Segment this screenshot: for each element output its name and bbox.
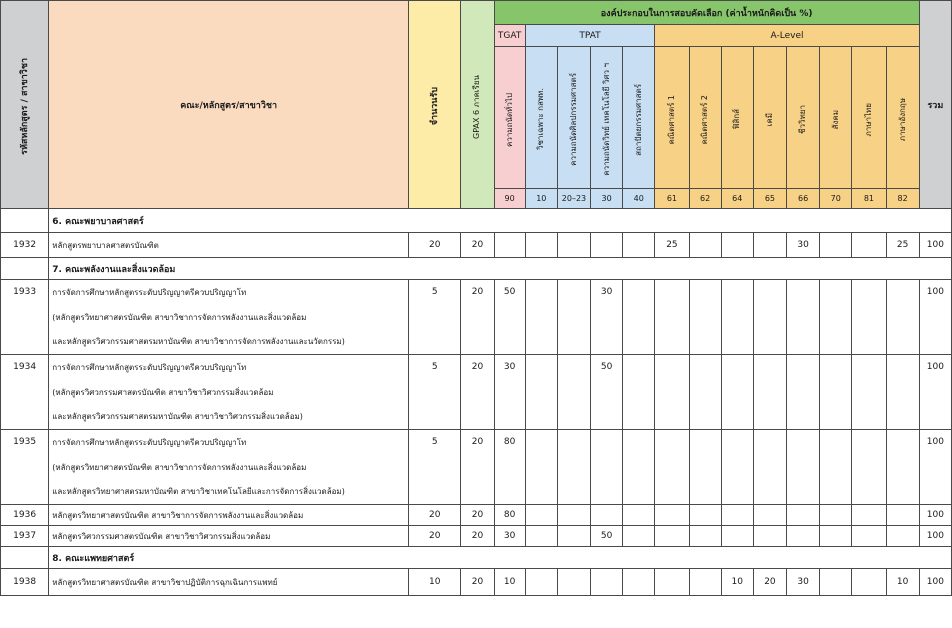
empty-cell bbox=[820, 380, 852, 405]
empty-cell bbox=[919, 305, 951, 330]
empty-cell bbox=[852, 380, 886, 405]
table-row bbox=[1, 526, 952, 547]
empty-cell bbox=[753, 330, 786, 355]
total-value: 100 bbox=[919, 569, 951, 596]
subject-tpat4: สถาปัตยกรรมศาสตร์ bbox=[623, 47, 655, 189]
empty-cell bbox=[689, 430, 721, 455]
empty-cell bbox=[753, 505, 786, 526]
empty-cell bbox=[494, 405, 525, 430]
empty-cell bbox=[689, 305, 721, 330]
empty-cell bbox=[852, 455, 886, 480]
empty-cell bbox=[820, 430, 852, 455]
gpax-value: 20 bbox=[461, 569, 494, 596]
empty-cell bbox=[525, 233, 557, 258]
seats-column-header: จำนวนรับ bbox=[409, 1, 461, 209]
subject-chemistry: เคมี bbox=[753, 47, 786, 189]
empty-cell bbox=[655, 455, 689, 480]
empty-cell bbox=[655, 480, 689, 505]
empty-cell bbox=[525, 526, 557, 547]
empty-cell bbox=[1, 455, 49, 480]
empty-cell bbox=[852, 505, 886, 526]
code-english: 82 bbox=[886, 189, 919, 209]
subject-math1: คณิตศาสตร์ 1 bbox=[655, 47, 689, 189]
empty-cell bbox=[787, 405, 820, 430]
empty-cell bbox=[721, 430, 753, 455]
section-code-cell bbox=[1, 209, 49, 233]
empty-cell bbox=[787, 505, 820, 526]
empty-cell bbox=[787, 330, 820, 355]
empty-cell bbox=[753, 526, 786, 547]
empty-cell bbox=[655, 330, 689, 355]
empty-cell bbox=[721, 405, 753, 430]
empty-cell bbox=[689, 569, 721, 596]
gpax-column-header: GPAX 6 ภาคเรียน bbox=[461, 1, 494, 209]
gpax-value: 20 bbox=[461, 430, 494, 455]
empty-cell bbox=[655, 305, 689, 330]
empty-cell bbox=[591, 505, 623, 526]
empty-cell bbox=[753, 430, 786, 455]
seats-value: 5 bbox=[409, 355, 461, 380]
empty-cell bbox=[820, 480, 852, 505]
subject-thai: ภาษาไทย bbox=[852, 47, 886, 189]
empty-cell bbox=[721, 280, 753, 305]
alevel-group-header: A-Level bbox=[655, 25, 919, 47]
empty-cell bbox=[753, 280, 786, 305]
empty-cell bbox=[721, 480, 753, 505]
program-name-line: และหลักสูตรวิศวกรรมศาสตรมหาบัณฑิต สาขาวิชาการจัดการพลังงานและนวัตกรรม) bbox=[49, 330, 409, 355]
program-column-header: คณะ/หลักสูตร/สาขาวิชา bbox=[49, 1, 409, 209]
empty-cell bbox=[557, 280, 590, 305]
program-name-line: การจัดการศึกษาหลักสูตรระดับปริญญาตรีควบปริญญาโท bbox=[49, 430, 409, 455]
empty-cell bbox=[525, 330, 557, 355]
empty-cell bbox=[557, 569, 590, 596]
section-title: 8. คณะแพทยศาสตร์ bbox=[49, 547, 952, 569]
subject-tpat3: ความถนัดวิทย์ เทคโนโลยี วิศว ฯ bbox=[591, 47, 623, 189]
empty-cell bbox=[623, 430, 655, 455]
empty-cell bbox=[655, 405, 689, 430]
empty-cell bbox=[689, 405, 721, 430]
code-column-header: รหัสหลักสูตร / สาขาวิชา bbox=[1, 1, 49, 209]
empty-cell bbox=[525, 430, 557, 455]
program-code: 1936 bbox=[1, 505, 49, 526]
empty-cell bbox=[919, 480, 951, 505]
empty-cell bbox=[886, 455, 919, 480]
empty-cell bbox=[753, 355, 786, 380]
program-code: 1937 bbox=[1, 526, 49, 547]
empty-cell bbox=[787, 305, 820, 330]
empty-cell bbox=[1, 380, 49, 405]
empty-cell bbox=[623, 569, 655, 596]
program-name: หลักสูตรวิทยาศาสตรบัณฑิต สาขาวิชาการจัดการพลังงานและสิ่งแวดล้อม bbox=[49, 505, 409, 526]
subject-social: สังคม bbox=[820, 47, 852, 189]
empty-cell bbox=[787, 280, 820, 305]
table-row bbox=[1, 569, 952, 596]
empty-cell bbox=[623, 526, 655, 547]
empty-cell bbox=[525, 305, 557, 330]
program-name: หลักสูตรวิทยาศาสตรบัณฑิต สาขาวิชาปฏิบัติการฉุกเฉินการแพทย์ bbox=[49, 569, 409, 596]
code-tpat4: 40 bbox=[623, 189, 655, 209]
empty-cell bbox=[787, 455, 820, 480]
tgat-value bbox=[494, 233, 525, 258]
subject-biology: ชีววิทยา bbox=[787, 47, 820, 189]
empty-cell bbox=[557, 380, 590, 405]
empty-cell bbox=[525, 280, 557, 305]
subject-tpat2: ความถนัดศิลปกรรมศาสตร์ bbox=[557, 47, 590, 189]
empty-cell bbox=[591, 569, 623, 596]
empty-cell bbox=[623, 233, 655, 258]
empty-cell bbox=[787, 526, 820, 547]
total-value: 100 bbox=[919, 526, 951, 547]
empty-cell bbox=[689, 330, 721, 355]
seats-value: 5 bbox=[409, 430, 461, 455]
empty-cell bbox=[525, 355, 557, 380]
empty-cell bbox=[820, 569, 852, 596]
empty-cell bbox=[689, 380, 721, 405]
empty-cell bbox=[623, 480, 655, 505]
empty-cell bbox=[525, 455, 557, 480]
tgat-value: 50 bbox=[494, 280, 525, 305]
empty-cell bbox=[820, 330, 852, 355]
empty-cell bbox=[1, 480, 49, 505]
empty-cell bbox=[787, 355, 820, 380]
empty-cell bbox=[886, 280, 919, 305]
empty-cell bbox=[787, 480, 820, 505]
empty-cell bbox=[461, 405, 494, 430]
biology-value: 30 bbox=[787, 569, 820, 596]
seats-value: 10 bbox=[409, 569, 461, 596]
empty-cell bbox=[886, 480, 919, 505]
empty-cell bbox=[852, 569, 886, 596]
empty-cell bbox=[852, 233, 886, 258]
empty-cell bbox=[721, 305, 753, 330]
program-name-line: (หลักสูตรวิทยาศาสตรบัณฑิต สาขาวิชาการจัดการพลังงานและสิ่งแวดล้อม bbox=[49, 305, 409, 330]
empty-cell bbox=[623, 330, 655, 355]
section-code-cell bbox=[1, 258, 49, 280]
empty-cell bbox=[820, 526, 852, 547]
empty-cell bbox=[494, 455, 525, 480]
empty-cell bbox=[623, 455, 655, 480]
empty-cell bbox=[886, 305, 919, 330]
empty-cell bbox=[886, 330, 919, 355]
empty-cell bbox=[557, 355, 590, 380]
code-physics: 64 bbox=[721, 189, 753, 209]
gpax-value: 20 bbox=[461, 526, 494, 547]
empty-cell bbox=[623, 355, 655, 380]
total-column-header: รวม bbox=[919, 1, 951, 209]
empty-cell bbox=[525, 505, 557, 526]
code-tpat3: 30 bbox=[591, 189, 623, 209]
empty-cell bbox=[689, 233, 721, 258]
chemistry-value bbox=[753, 233, 786, 258]
empty-cell bbox=[655, 380, 689, 405]
code-tpat1: 10 bbox=[525, 189, 557, 209]
empty-cell bbox=[655, 526, 689, 547]
empty-cell bbox=[689, 480, 721, 505]
table-row bbox=[1, 355, 952, 380]
empty-cell bbox=[852, 526, 886, 547]
code-math2: 62 bbox=[689, 189, 721, 209]
empty-cell bbox=[557, 505, 590, 526]
empty-cell bbox=[919, 330, 951, 355]
program-code: 1933 bbox=[1, 280, 49, 305]
empty-cell bbox=[591, 430, 623, 455]
empty-cell bbox=[919, 455, 951, 480]
empty-cell bbox=[721, 505, 753, 526]
subject-tgat: ความถนัดทั่วไป bbox=[494, 47, 525, 189]
tgat-group-header: TGAT bbox=[494, 25, 525, 47]
empty-cell bbox=[886, 380, 919, 405]
tpat-group-header: TPAT bbox=[525, 25, 655, 47]
code-thai: 81 bbox=[852, 189, 886, 209]
table-row bbox=[1, 280, 952, 305]
code-chemistry: 65 bbox=[753, 189, 786, 209]
chemistry-value: 20 bbox=[753, 569, 786, 596]
total-value: 100 bbox=[919, 233, 951, 258]
empty-cell bbox=[852, 355, 886, 380]
empty-cell bbox=[1, 305, 49, 330]
empty-cell bbox=[557, 233, 590, 258]
empty-cell bbox=[820, 280, 852, 305]
empty-cell bbox=[494, 480, 525, 505]
subject-english: ภาษาอังกฤษ bbox=[886, 47, 919, 189]
empty-cell bbox=[753, 480, 786, 505]
empty-cell bbox=[525, 380, 557, 405]
empty-cell bbox=[461, 455, 494, 480]
subject-math2: คณิตศาสตร์ 2 bbox=[689, 47, 721, 189]
program-code: 1932 bbox=[1, 233, 49, 258]
code-biology: 66 bbox=[787, 189, 820, 209]
empty-cell bbox=[591, 405, 623, 430]
tpat3-value: 50 bbox=[591, 526, 623, 547]
empty-cell bbox=[461, 330, 494, 355]
empty-cell bbox=[1, 405, 49, 430]
empty-cell bbox=[721, 455, 753, 480]
tpat3-value: 30 bbox=[591, 280, 623, 305]
gpax-value: 20 bbox=[461, 233, 494, 258]
empty-cell bbox=[820, 355, 852, 380]
program-name-line: (หลักสูตรวิศวกรรมศาสตรบัณฑิต สาขาวิชาวิศวกรรมสิ่งแวดล้อม bbox=[49, 380, 409, 405]
empty-cell bbox=[820, 505, 852, 526]
empty-cell bbox=[787, 430, 820, 455]
empty-cell bbox=[409, 405, 461, 430]
program-name-line: (หลักสูตรวิทยาศาสตรบัณฑิต สาขาวิชาการจัดการพลังงานและสิ่งแวดล้อม bbox=[49, 455, 409, 480]
empty-cell bbox=[852, 430, 886, 455]
empty-cell bbox=[753, 455, 786, 480]
components-title: องค์ประกอบในการสอบคัดเลือก (ค่าน้ำหนักคิดเป็น %) bbox=[494, 1, 919, 25]
tgat-value: 80 bbox=[494, 505, 525, 526]
empty-cell bbox=[886, 405, 919, 430]
gpax-value: 20 bbox=[461, 355, 494, 380]
empty-cell bbox=[461, 305, 494, 330]
empty-cell bbox=[461, 480, 494, 505]
empty-cell bbox=[886, 355, 919, 380]
empty-cell bbox=[494, 305, 525, 330]
program-name-line: และหลักสูตรวิศวกรรมศาสตรมหาบัณฑิต สาขาวิชาวิศวกรรมสิ่งแวดล้อม) bbox=[49, 405, 409, 430]
empty-cell bbox=[557, 405, 590, 430]
total-value: 100 bbox=[919, 355, 951, 380]
empty-cell bbox=[557, 430, 590, 455]
empty-cell bbox=[655, 355, 689, 380]
subject-tpat1: วิชาเฉพาะ กสพท. bbox=[525, 47, 557, 189]
tgat-value: 80 bbox=[494, 430, 525, 455]
empty-cell bbox=[591, 380, 623, 405]
empty-cell bbox=[1, 330, 49, 355]
empty-cell bbox=[409, 480, 461, 505]
tpat3-value bbox=[591, 233, 623, 258]
tpat3-value: 50 bbox=[591, 355, 623, 380]
empty-cell bbox=[721, 330, 753, 355]
empty-cell bbox=[721, 233, 753, 258]
total-value: 100 bbox=[919, 430, 951, 455]
empty-cell bbox=[557, 305, 590, 330]
section-title: 6. คณะพยาบาลศาสตร์ bbox=[49, 209, 952, 233]
tgat-value: 10 bbox=[494, 569, 525, 596]
empty-cell bbox=[852, 305, 886, 330]
seats-value: 20 bbox=[409, 526, 461, 547]
empty-cell bbox=[753, 380, 786, 405]
empty-cell bbox=[886, 430, 919, 455]
seats-value: 20 bbox=[409, 505, 461, 526]
program-name-line: การจัดการศึกษาหลักสูตรระดับปริญญาตรีควบปริญญาโท bbox=[49, 355, 409, 380]
program-name: หลักสูตรพยาบาลศาสตรบัณฑิต bbox=[49, 233, 409, 258]
gpax-value: 20 bbox=[461, 280, 494, 305]
program-name-line: การจัดการศึกษาหลักสูตรระดับปริญญาตรีควบปริญญาโท bbox=[49, 280, 409, 305]
empty-cell bbox=[689, 355, 721, 380]
seats-value: 20 bbox=[409, 233, 461, 258]
table-row bbox=[1, 430, 952, 455]
empty-cell bbox=[409, 330, 461, 355]
empty-cell bbox=[852, 405, 886, 430]
english-value: 10 bbox=[886, 569, 919, 596]
table-row bbox=[1, 505, 952, 526]
table-row bbox=[1, 233, 952, 258]
program-code: 1935 bbox=[1, 430, 49, 455]
empty-cell bbox=[852, 280, 886, 305]
code-math1: 61 bbox=[655, 189, 689, 209]
empty-cell bbox=[623, 280, 655, 305]
empty-cell bbox=[753, 305, 786, 330]
empty-cell bbox=[655, 569, 689, 596]
section-code-cell bbox=[1, 547, 49, 569]
empty-cell bbox=[787, 380, 820, 405]
empty-cell bbox=[409, 455, 461, 480]
empty-cell bbox=[557, 526, 590, 547]
section-title: 7. คณะพลังงานและสิ่งแวดล้อม bbox=[49, 258, 952, 280]
code-tpat2: 20–23 bbox=[557, 189, 590, 209]
empty-cell bbox=[820, 233, 852, 258]
physics-value: 10 bbox=[721, 569, 753, 596]
empty-cell bbox=[689, 455, 721, 480]
program-code: 1938 bbox=[1, 569, 49, 596]
empty-cell bbox=[557, 330, 590, 355]
empty-cell bbox=[623, 380, 655, 405]
seats-value: 5 bbox=[409, 280, 461, 305]
empty-cell bbox=[591, 330, 623, 355]
empty-cell bbox=[525, 569, 557, 596]
math1-value: 25 bbox=[655, 233, 689, 258]
empty-cell bbox=[886, 505, 919, 526]
empty-cell bbox=[623, 405, 655, 430]
empty-cell bbox=[689, 526, 721, 547]
empty-cell bbox=[689, 505, 721, 526]
empty-cell bbox=[655, 505, 689, 526]
empty-cell bbox=[753, 405, 786, 430]
empty-cell bbox=[655, 280, 689, 305]
empty-cell bbox=[557, 455, 590, 480]
program-name: หลักสูตรวิศวกรรมศาสตรบัณฑิต สาขาวิชาวิศวกรรมสิ่งแวดล้อม bbox=[49, 526, 409, 547]
empty-cell bbox=[655, 430, 689, 455]
empty-cell bbox=[820, 305, 852, 330]
code-tgat: 90 bbox=[494, 189, 525, 209]
tgat-value: 30 bbox=[494, 355, 525, 380]
empty-cell bbox=[852, 480, 886, 505]
program-name-line: และหลักสูตรวิทยาศาสตรมหาบัณฑิต สาขาวิชาเทคโนโลยีและการจัดการสิ่งแวดล้อม) bbox=[49, 480, 409, 505]
subject-physics: ฟิสิกส์ bbox=[721, 47, 753, 189]
empty-cell bbox=[820, 405, 852, 430]
empty-cell bbox=[461, 380, 494, 405]
empty-cell bbox=[409, 380, 461, 405]
empty-cell bbox=[721, 380, 753, 405]
total-value: 100 bbox=[919, 505, 951, 526]
empty-cell bbox=[591, 480, 623, 505]
program-code: 1934 bbox=[1, 355, 49, 380]
empty-cell bbox=[721, 526, 753, 547]
empty-cell bbox=[557, 480, 590, 505]
empty-cell bbox=[623, 505, 655, 526]
empty-cell bbox=[623, 305, 655, 330]
empty-cell bbox=[919, 380, 951, 405]
empty-cell bbox=[919, 405, 951, 430]
english-value: 25 bbox=[886, 233, 919, 258]
empty-cell bbox=[409, 305, 461, 330]
empty-cell bbox=[886, 526, 919, 547]
empty-cell bbox=[721, 355, 753, 380]
empty-cell bbox=[820, 455, 852, 480]
empty-cell bbox=[852, 330, 886, 355]
empty-cell bbox=[689, 280, 721, 305]
total-value: 100 bbox=[919, 280, 951, 305]
empty-cell bbox=[525, 480, 557, 505]
biology-value: 30 bbox=[787, 233, 820, 258]
empty-cell bbox=[591, 455, 623, 480]
empty-cell bbox=[591, 305, 623, 330]
code-social: 70 bbox=[820, 189, 852, 209]
empty-cell bbox=[494, 380, 525, 405]
empty-cell bbox=[494, 330, 525, 355]
empty-cell bbox=[525, 405, 557, 430]
gpax-value: 20 bbox=[461, 505, 494, 526]
tgat-value: 30 bbox=[494, 526, 525, 547]
